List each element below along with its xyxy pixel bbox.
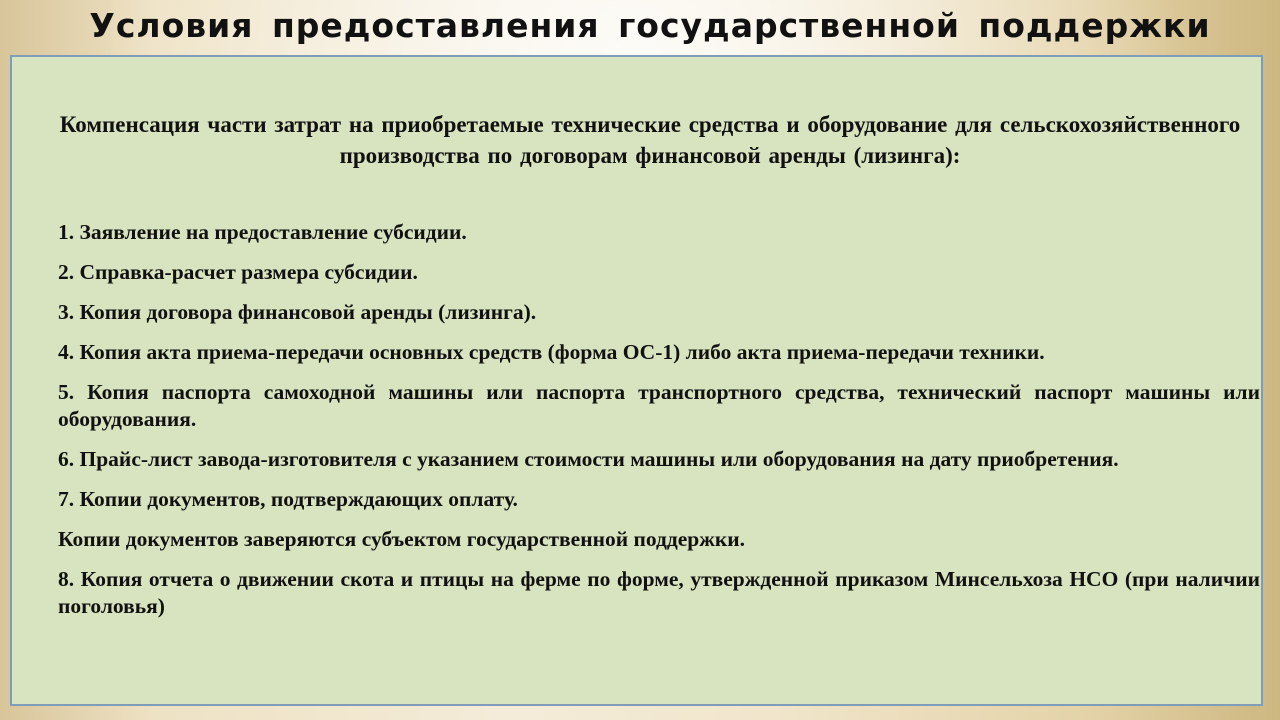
- list-item: 2. Справка-расчет размера субсидии.: [58, 260, 418, 284]
- list-item: 4. Копия акта приема-передачи основных средств (форма ОС-1) либо акта приема-передачи техники.: [58, 340, 1045, 364]
- content-panel: [10, 55, 1263, 706]
- list-item: 1. Заявление на предоставление субсидии.: [58, 220, 467, 244]
- list-item: 8. Копия отчета о движении скота и птицы на ферме по форме, утвержденной приказом Минсельхоза НСО (при наличии поголовья): [58, 567, 1260, 618]
- list-item: 7. Копии документов, подтверждающих оплату.: [58, 487, 518, 511]
- list-item: 3. Копия договора финансовой аренды (лизинга).: [58, 300, 537, 324]
- list-item: 5. Копия паспорта самоходной машины или паспорта транспортного средства, технический паспорт машины или оборудования.: [58, 380, 1260, 431]
- slide-title: Условия предоставления государственной поддержки: [89, 6, 1211, 45]
- list-item: 6. Прайс-лист завода-изготовителя с указанием стоимости машины или оборудования на дату приобретения.: [58, 447, 1119, 471]
- list-item: Копии документов заверяются субъектом государственной поддержки.: [58, 527, 746, 551]
- requirements-list: [58, 219, 1260, 633]
- intro-text: Компенсация части затрат на приобретаемые технические средства и оборудование для сельскохозяйственного производства по договорам финансовой аренды (лизинга):: [59, 112, 1241, 168]
